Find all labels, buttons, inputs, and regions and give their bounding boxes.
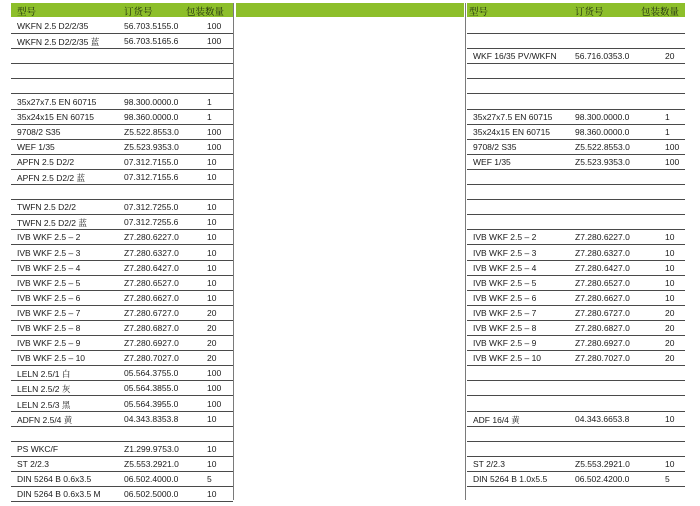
table-row — [11, 472, 233, 487]
cell-order-no: Z7.280.6527.0 — [575, 277, 630, 288]
table-row — [467, 427, 685, 442]
cell-order-no: Z5.553.2921.0 — [124, 458, 179, 469]
cell-model: IVB WKF 2.5 – 6 — [473, 292, 537, 303]
left-header-pack-qty: 包装数量 — [186, 7, 225, 18]
table-row — [11, 215, 233, 230]
cell-model: DIN 5264 B 0.6x3.5 — [17, 474, 92, 484]
table-row — [467, 291, 685, 306]
cell-model: WKF 16/35 PV/WKFN — [473, 51, 557, 62]
cell-pack-qty: 10 — [207, 458, 217, 469]
cell-model: TWFN 2.5 D2/2 蓝 — [17, 218, 87, 229]
cell-pack-qty: 100 — [665, 141, 680, 152]
cell-pack-qty: 100 — [207, 36, 222, 47]
table-row — [11, 366, 233, 381]
table-row — [467, 457, 685, 472]
table-row — [11, 442, 233, 457]
table-row — [11, 457, 233, 472]
cell-model: PS WKC/F — [17, 443, 59, 454]
cell-pack-qty: 10 — [207, 262, 217, 273]
cell-pack-qty: 10 — [665, 277, 675, 288]
table-row — [11, 185, 233, 200]
cell-model: ST 2/2.3 — [473, 458, 505, 469]
cell-model: ADF 16/4 黄 — [473, 414, 520, 425]
cell-pack-qty: 5 — [207, 474, 212, 484]
cell-pack-qty: 1 — [665, 126, 670, 137]
cell-model: IVB WKF 2.5 – 5 — [17, 277, 81, 288]
cell-order-no: Z7.280.6727.0 — [575, 307, 630, 318]
cell-pack-qty: 1 — [665, 111, 670, 122]
table-row — [467, 125, 685, 140]
table-row — [467, 110, 685, 125]
cell-order-no: 98.300.0000.0 — [124, 96, 179, 107]
cell-order-no: 07.312.7255.0 — [124, 202, 179, 213]
table-row — [11, 170, 233, 185]
table-row — [11, 64, 233, 79]
cell-model: TWFN 2.5 D2/2 — [17, 202, 77, 213]
table-row — [467, 397, 685, 412]
cell-order-no: 04.343.8353.8 — [124, 413, 179, 424]
right-header-pack-qty: 包装数量 — [641, 7, 680, 18]
table-row — [467, 366, 685, 381]
table-row — [11, 321, 233, 336]
table-row — [11, 155, 233, 170]
table-row — [467, 230, 685, 245]
cell-pack-qty: 10 — [665, 458, 675, 469]
cell-order-no: 06.502.5000.0 — [124, 489, 179, 500]
cell-pack-qty: 10 — [207, 443, 217, 454]
cell-pack-qty: 20 — [207, 338, 217, 349]
table-row — [11, 487, 233, 502]
cell-order-no: Z7.280.6427.0 — [575, 262, 630, 273]
cell-pack-qty: 10 — [207, 156, 217, 167]
table-row — [467, 79, 685, 94]
cell-order-no: 98.360.0000.0 — [575, 126, 630, 137]
table-row — [467, 64, 685, 79]
table-row — [467, 412, 685, 427]
table-row — [467, 351, 685, 366]
cell-model: DIN 5264 B 1.0x5.5 — [473, 474, 548, 484]
cell-model: WEF 1/35 — [473, 156, 511, 167]
cell-model: IVB WKF 2.5 – 4 — [17, 262, 81, 273]
table-row — [467, 246, 685, 261]
table-row — [467, 306, 685, 321]
cell-order-no: 05.564.3755.0 — [124, 368, 179, 379]
cell-order-no: Z7.280.7027.0 — [124, 353, 179, 364]
table-row — [11, 276, 233, 291]
cell-model: IVB WKF 2.5 – 2 — [473, 232, 537, 243]
table-row — [467, 95, 685, 110]
cell-pack-qty: 100 — [207, 141, 222, 152]
table-row — [467, 321, 685, 336]
cell-model: IVB WKF 2.5 – 4 — [473, 262, 537, 273]
table-row — [11, 110, 233, 125]
cell-model: IVB WKF 2.5 – 9 — [473, 338, 537, 349]
cell-model: IVB WKF 2.5 – 7 — [17, 307, 81, 318]
cell-pack-qty: 20 — [665, 323, 675, 333]
cell-pack-qty: 20 — [665, 338, 675, 349]
table-row — [11, 291, 233, 306]
cell-pack-qty: 10 — [665, 413, 675, 424]
cell-model: IVB WKF 2.5 – 8 — [17, 323, 81, 333]
cell-pack-qty: 20 — [665, 307, 675, 318]
cell-model: IVB WKF 2.5 – 3 — [17, 247, 81, 258]
table-row — [11, 95, 233, 110]
cell-model: 35x27x7.5 EN 60715 — [17, 96, 97, 107]
cell-model: IVB WKF 2.5 – 6 — [17, 292, 81, 303]
cell-pack-qty: 10 — [207, 172, 217, 182]
cell-order-no: Z5.522.8553.0 — [575, 141, 630, 152]
cell-order-no: 56.703.5155.0 — [124, 21, 179, 31]
cell-order-no: 98.360.0000.0 — [124, 111, 179, 122]
table-row — [11, 351, 233, 366]
cell-pack-qty: 100 — [207, 383, 222, 394]
cell-pack-qty: 10 — [207, 217, 217, 228]
cell-order-no: Z5.523.9353.0 — [575, 156, 630, 167]
table-row — [11, 49, 233, 64]
cell-pack-qty: 10 — [207, 292, 217, 303]
table-row — [11, 412, 233, 427]
cell-order-no: 07.312.7155.0 — [124, 156, 179, 167]
cell-model: ADFN 2.5/4 黄 — [17, 414, 73, 425]
cell-pack-qty: 10 — [207, 413, 217, 424]
table-row — [11, 336, 233, 351]
cell-pack-qty: 20 — [665, 51, 675, 62]
table-row — [467, 155, 685, 170]
column-divider — [233, 3, 234, 500]
cell-pack-qty: 10 — [207, 247, 217, 258]
cell-order-no: Z7.280.6327.0 — [575, 247, 630, 258]
table-row — [11, 427, 233, 442]
cell-pack-qty: 100 — [207, 368, 222, 379]
cell-pack-qty: 10 — [665, 262, 675, 273]
cell-order-no: 06.502.4200.0 — [575, 474, 630, 484]
cell-model: LELN 2.5/1 白 — [17, 369, 71, 380]
cell-model: WKFN 2.5 D2/2/35 — [17, 21, 89, 31]
right-header-model: 型号 — [469, 7, 489, 18]
cell-order-no: Z5.553.2921.0 — [575, 458, 630, 469]
table-row — [11, 246, 233, 261]
cell-order-no: 56.703.5165.6 — [124, 36, 179, 47]
cell-order-no: Z7.280.6827.0 — [575, 323, 630, 333]
table-row — [467, 34, 685, 49]
cell-model: LELN 2.5/2 灰 — [17, 384, 71, 395]
cell-pack-qty: 1 — [207, 96, 212, 107]
cell-order-no: 05.564.3855.0 — [124, 383, 179, 394]
cell-order-no: Z7.280.6927.0 — [124, 338, 179, 349]
cell-model: ST 2/2.3 — [17, 458, 49, 469]
table-row — [11, 19, 233, 34]
cell-order-no: 04.343.6653.8 — [575, 413, 630, 424]
table-row — [467, 381, 685, 396]
cell-pack-qty: 10 — [207, 232, 217, 243]
cell-order-no: 98.300.0000.0 — [575, 111, 630, 122]
middle-header-bar — [236, 3, 464, 17]
table-row — [467, 472, 685, 487]
table-row — [467, 185, 685, 200]
table-row — [11, 261, 233, 276]
cell-pack-qty: 1 — [207, 111, 212, 122]
left-header-model: 型号 — [17, 7, 37, 18]
table-row — [11, 397, 233, 412]
cell-order-no: 07.312.7155.6 — [124, 172, 179, 182]
table-row — [467, 170, 685, 185]
cell-order-no: Z7.280.6427.0 — [124, 262, 179, 273]
cell-model: IVB WKF 2.5 – 3 — [473, 247, 537, 258]
cell-model: APFN 2.5 D2/2 — [17, 156, 75, 167]
cell-order-no: Z7.280.6227.0 — [575, 232, 630, 243]
cell-pack-qty: 100 — [207, 21, 222, 31]
right-header-order-no: 订货号 — [575, 7, 604, 18]
table-row — [11, 79, 233, 94]
cell-order-no: 56.716.0353.0 — [575, 51, 630, 62]
cell-order-no: 06.502.4000.0 — [124, 474, 179, 484]
cell-model: IVB WKF 2.5 – 8 — [473, 323, 537, 333]
cell-model: 9708/2 S35 — [473, 141, 517, 152]
cell-model: IVB WKF 2.5 – 5 — [473, 277, 537, 288]
cell-order-no: Z7.280.6227.0 — [124, 232, 179, 243]
cell-pack-qty: 100 — [665, 156, 680, 167]
cell-model: WEF 1/35 — [17, 141, 55, 152]
cell-model: WKFN 2.5 D2/2/35 蓝 — [17, 37, 100, 48]
cell-order-no: Z5.523.9353.0 — [124, 141, 179, 152]
cell-order-no: 05.564.3955.0 — [124, 398, 179, 409]
table-row — [11, 200, 233, 215]
table-row — [467, 261, 685, 276]
cell-order-no: Z7.280.6827.0 — [124, 323, 179, 333]
table-row — [467, 19, 685, 34]
table-row — [467, 442, 685, 457]
cell-model: IVB WKF 2.5 – 10 — [473, 353, 542, 364]
table-row — [11, 306, 233, 321]
cell-model: APFN 2.5 D2/2 蓝 — [17, 173, 86, 183]
column-divider — [465, 3, 466, 500]
cell-order-no: Z1.299.9753.0 — [124, 443, 179, 454]
cell-model: LELN 2.5/3 黑 — [17, 399, 71, 410]
cell-order-no: Z7.280.6927.0 — [575, 338, 630, 349]
table-row — [467, 49, 685, 64]
cell-model: 35x24x15 EN 60715 — [473, 126, 551, 137]
cell-order-no: Z7.280.6527.0 — [124, 277, 179, 288]
cell-pack-qty: 100 — [207, 398, 222, 409]
cell-pack-qty: 100 — [207, 126, 222, 137]
cell-order-no: Z5.522.8553.0 — [124, 126, 179, 137]
table-row — [467, 215, 685, 230]
cell-model: IVB WKF 2.5 – 9 — [17, 338, 81, 349]
table-row — [11, 34, 233, 49]
cell-pack-qty: 20 — [207, 307, 217, 318]
cell-model: 35x27x7.5 EN 60715 — [473, 111, 553, 122]
cell-pack-qty: 10 — [207, 202, 217, 213]
cell-model: IVB WKF 2.5 – 7 — [473, 307, 537, 318]
cell-order-no: Z7.280.6727.0 — [124, 307, 179, 318]
cell-pack-qty: 20 — [207, 353, 217, 364]
table-row — [467, 276, 685, 291]
cell-order-no: Z7.280.6627.0 — [124, 292, 179, 303]
table-row — [11, 381, 233, 396]
table-row — [467, 140, 685, 155]
right-table-header — [467, 3, 685, 17]
cell-order-no: Z7.280.7027.0 — [575, 353, 630, 364]
left-header-order-no: 订货号 — [124, 7, 153, 18]
cell-model: DIN 5264 B 0.6x3.5 M — [17, 489, 101, 500]
cell-order-no: Z7.280.6327.0 — [124, 247, 179, 258]
cell-pack-qty: 10 — [665, 247, 675, 258]
cell-model: IVB WKF 2.5 – 10 — [17, 353, 86, 364]
cell-pack-qty: 10 — [665, 292, 675, 303]
cell-order-no: 07.312.7255.6 — [124, 217, 179, 228]
table-row — [467, 336, 685, 351]
cell-model: IVB WKF 2.5 – 2 — [17, 232, 81, 243]
cell-model: 9708/2 S35 — [17, 126, 61, 137]
cell-pack-qty: 20 — [207, 323, 217, 333]
left-table-header — [11, 3, 233, 17]
cell-model: 35x24x15 EN 60715 — [17, 111, 95, 122]
cell-pack-qty: 20 — [665, 353, 675, 364]
table-row — [11, 125, 233, 140]
table-row — [11, 140, 233, 155]
cell-pack-qty: 10 — [207, 277, 217, 288]
table-row — [11, 230, 233, 245]
table-row — [467, 200, 685, 215]
cell-pack-qty: 5 — [665, 474, 670, 484]
cell-order-no: Z7.280.6627.0 — [575, 292, 630, 303]
cell-pack-qty: 10 — [665, 232, 675, 243]
cell-pack-qty: 10 — [207, 489, 217, 500]
